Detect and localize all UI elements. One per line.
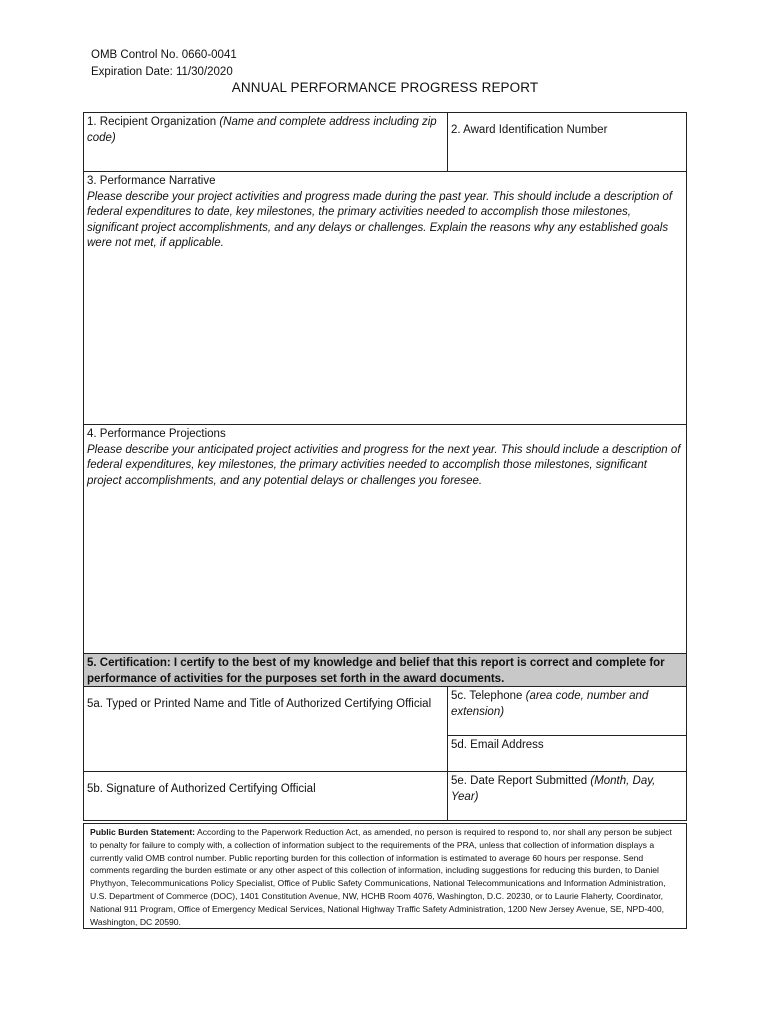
award-identification-label: 2. Award Identification Number	[451, 124, 608, 136]
name-title-field[interactable]	[83, 686, 448, 772]
performance-projections-label: 4. Performance Projections Please describe your anticipated project activities and progress for the next year. This should include a description of federal expenditures, key milestones, the primary activities needed to accomplish those milestones, significant project accomplishments, and any potential delays or challenges you foresee.	[87, 428, 681, 487]
omb-control-number: OMB Control No. 0660-0041	[91, 49, 237, 61]
signature-field[interactable]	[83, 771, 448, 821]
email-field[interactable]	[447, 735, 687, 772]
signature-label: 5b. Signature of Authorized Certifying Official	[87, 783, 316, 795]
date-submitted-field[interactable]	[447, 771, 687, 821]
telephone-label: 5c. Telephone (area code, number and extension)	[451, 690, 649, 718]
performance-projections-instructions: Please describe your anticipated project activities and progress for the next year. This should include a description of federal expenditures, key milestones, the primary activities needed to accomplish those milestones, significant project accomplishments, and any potential delays or challenges you foresee.	[87, 443, 681, 487]
performance-narrative-field[interactable]	[83, 171, 687, 424]
page-title: ANNUAL PERFORMANCE PROGRESS REPORT	[231, 80, 539, 95]
recipient-organization-label: 1. Recipient Organization (Name and complete address including zip code)	[87, 116, 437, 144]
telephone-field[interactable]	[447, 686, 687, 736]
award-identification-field[interactable]	[447, 112, 687, 172]
expiration-date: Expiration Date: 11/30/2020	[91, 66, 233, 78]
recipient-organization-field[interactable]	[83, 112, 448, 172]
date-submitted-label: 5e. Date Report Submitted (Month, Day, Year)	[451, 775, 656, 803]
performance-projections-field[interactable]	[83, 424, 687, 654]
burden-text: According to the Paperwork Reduction Act, as amended, no person is required to respond to, nor shall any person be subject to penalty for failure to comply with, a collection of information subject to the requirements of the PRA, unless that collection of information displays a currently valid OMB control number. Public reporting burden for this collection of information is estimated to average 60 hours per response. Send comments regarding the burden estimate or any other aspect of this collection of information, including suggestions for reducing this burden, to Daniel Phythyon, Telecommunications Policy Specialist, Office of Public Safety Communications, National Telecommunications and Information Administration, U.S. Department of Commerce (DOC), 1401 Constitution Avenue, NW, HCHB Room 4076, Washington, D.C. 20230, or to Laurie Flaherty, Coordinator, National 911 Program, Office of Emergency Medical Services, National Highway Traffic Safety Administration, 1200 New Jersey Avenue, SE, NPD-400, Washington, DC 20590.	[90, 827, 672, 927]
burden-heading: Public Burden Statement:	[90, 827, 196, 837]
certification-statement: 5. Certification: I certify to the best of my knowledge and belief that this report is correct and complete for performance of activities for the purposes set forth in the award documents.	[87, 657, 665, 685]
email-label: 5d. Email Address	[451, 739, 544, 751]
public-burden-statement	[83, 823, 687, 929]
performance-narrative-instructions: Please describe your project activities and progress made during the past year. This should include a description of federal expenditures to date, key milestones, the primary activities needed to accomplish those milestones, significant project accomplishments, and any delays or challenges. Explain the reasons why any established goals were not met, if applicable.	[87, 190, 673, 249]
certification-header	[83, 653, 687, 687]
performance-narrative-label: 3. Performance Narrative Please describe your project activities and progress made during the past year. This should include a description of federal expenditures to date, key milestones, the primary activities needed to accomplish those milestones, significant project accomplishments, and any delays or challenges. Explain the reasons why any established goals were not met, if applicable.	[87, 175, 673, 249]
omb-info	[91, 47, 237, 81]
name-title-label: 5a. Typed or Printed Name and Title of Authorized Certifying Official	[87, 698, 432, 710]
